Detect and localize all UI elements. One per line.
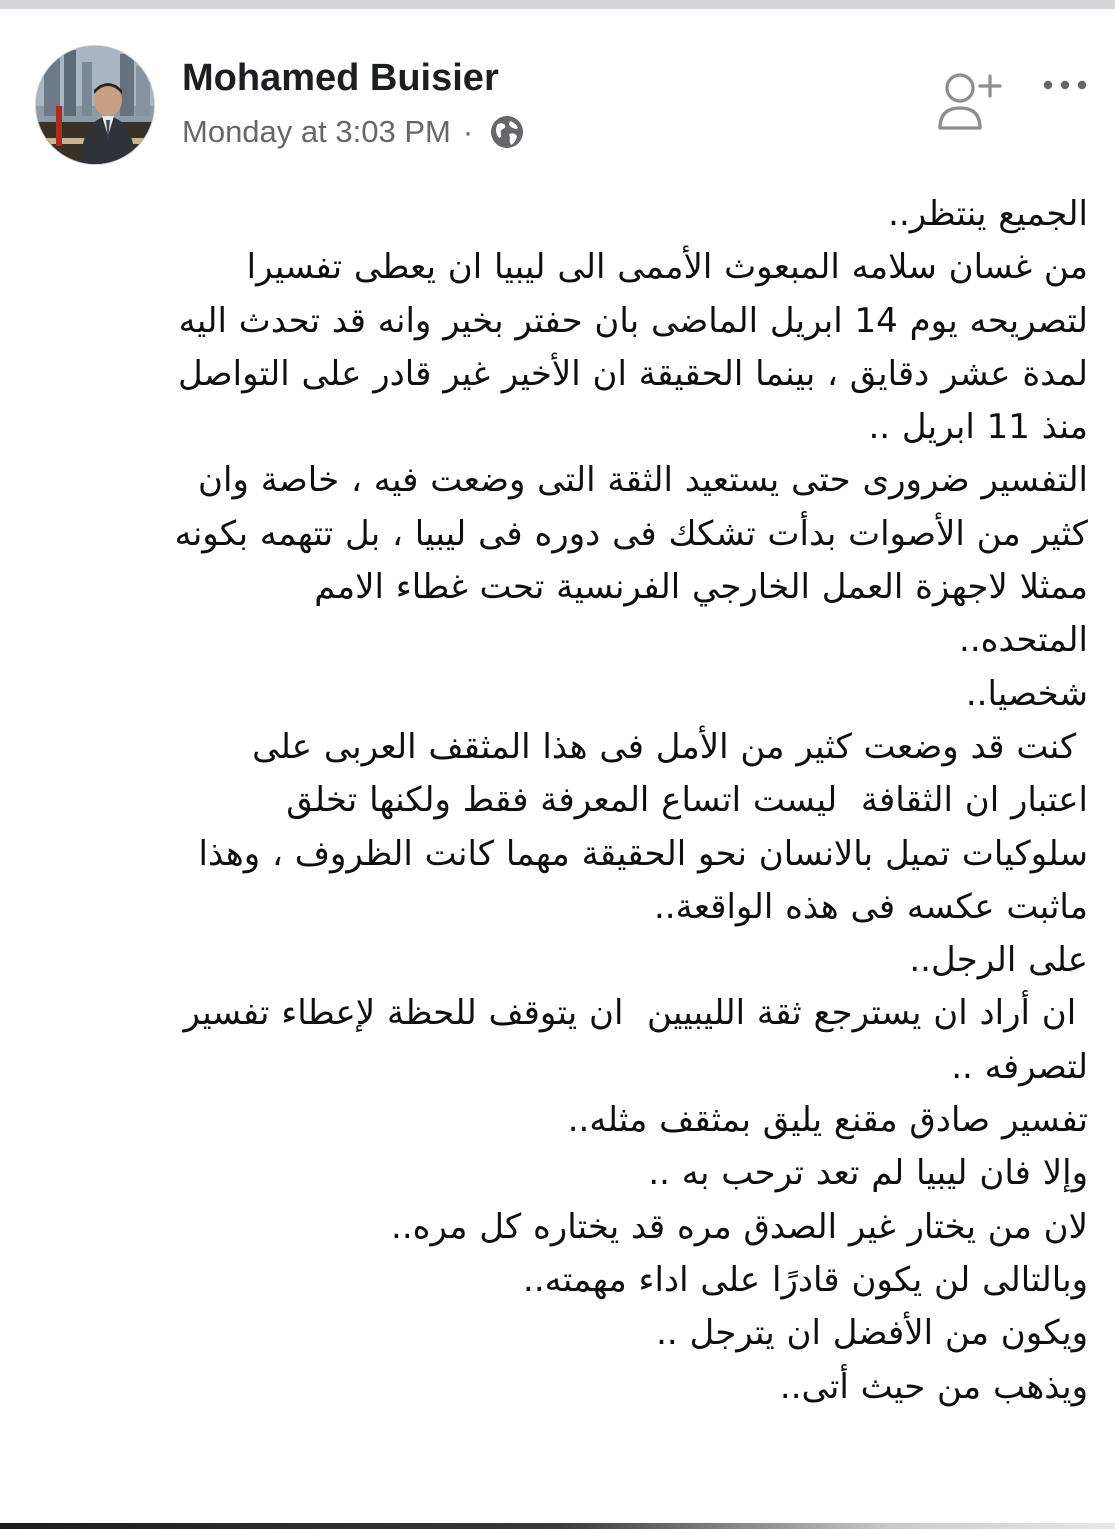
- post-line: لان من يختار غير الصدق مره قد يختاره كل مره..: [391, 1206, 1088, 1247]
- post-text: [30, 188, 1088, 1414]
- post-line: شخصيا..: [965, 673, 1088, 714]
- post-line: المتحده..: [959, 620, 1088, 661]
- more-options-icon: [1040, 70, 1090, 100]
- post-line: لتصرفه ..: [951, 1046, 1088, 1087]
- post-line: اعتبار ان الثقافة ليست اتساع المعرفة فقط ولكنها تخلق: [286, 780, 1088, 821]
- post-line: من غسان سلامه المبعوث الأممى الى ليبيا ان يعطى تفسيرا: [246, 247, 1088, 288]
- post-line: لتصريحه يوم 14 ابريل الماضى بان حفتر بخير وانه قد تحدث اليه: [178, 300, 1088, 341]
- author-name[interactable]: Mohamed Buisier: [182, 57, 499, 99]
- post-line: ممثلا لاجهزة العمل الخارجي الفرنسية تحت غطاء الامم: [314, 567, 1088, 608]
- post-line: كثير من الأصوات بدأت تشكك فى دوره فى ليبيا ، بل تتهمه بكونه: [174, 513, 1088, 554]
- post-line: تفسير صادق مقنع يليق بمثقف مثله..: [567, 1100, 1088, 1141]
- globe-icon: [489, 114, 525, 150]
- meta-separator: ·: [462, 114, 474, 149]
- bottom-divider: [0, 1523, 1115, 1529]
- post-meta: [182, 110, 525, 154]
- post-line: لمدة عشر دقايق ، بينما الحقيقة ان الأخير غير قادر على التواصل: [178, 353, 1088, 394]
- post-line: كنت قد وضعت كثير من الأمل فى هذا المثقف العربى على: [252, 726, 1088, 767]
- add-friend-button[interactable]: [934, 66, 1006, 138]
- more-options-button[interactable]: [1040, 70, 1090, 100]
- add-friend-icon: [934, 66, 1006, 138]
- post-line: وإلا فان ليبيا لم تعد ترحب به ..: [648, 1153, 1088, 1194]
- post-line: سلوكيات تميل بالانسان نحو الحقيقة مهما كانت الظروف ، وهذا: [198, 833, 1088, 874]
- post-line: ان أراد ان يسترجع ثقة الليبيين ان يتوقف للحظة لإعطاء تفسير: [183, 993, 1088, 1034]
- post-line: ويكون من الأفضل ان يترجل ..: [656, 1313, 1088, 1354]
- post-line: وبالتالى لن يكون قادرًا على اداء مهمته..: [523, 1259, 1088, 1300]
- post-line: ماثبت عكسه فى هذه الواقعة..: [653, 886, 1088, 927]
- top-divider: [0, 0, 1115, 9]
- post-line: على الرجل..: [909, 940, 1088, 981]
- post-line: ويذهب من حيث أتى..: [779, 1366, 1088, 1407]
- post-line: منذ 11 ابريل ..: [868, 407, 1088, 448]
- post-line: الجميع ينتظر..: [888, 194, 1088, 234]
- author-avatar[interactable]: [35, 45, 155, 165]
- avatar-photo: [36, 46, 155, 165]
- post-line: التفسير ضرورى حتى يستعيد الثقة التى وضعت فيه ، خاصة وان: [198, 460, 1088, 501]
- post-timestamp[interactable]: Monday at 3:03 PM: [182, 114, 451, 149]
